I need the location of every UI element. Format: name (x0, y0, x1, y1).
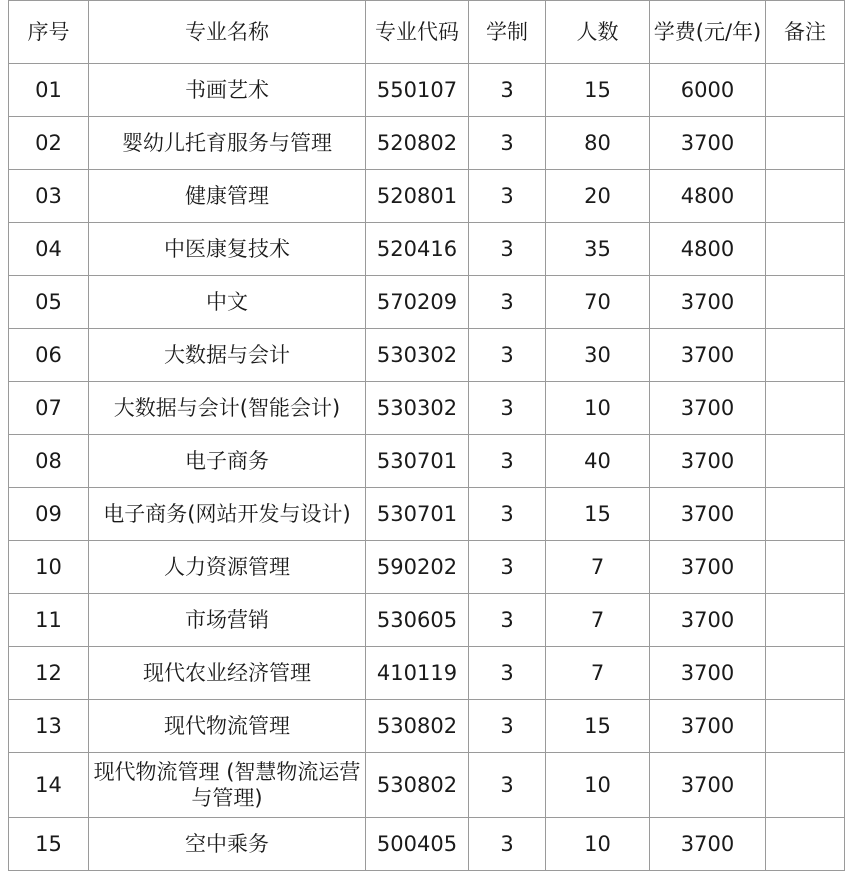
cell-count: 35 (546, 223, 650, 276)
table-row (9, 117, 845, 170)
cell-fee: 3700 (650, 594, 766, 647)
cell-note (766, 753, 845, 818)
cell-years: 3 (469, 223, 546, 276)
cell-count: 15 (546, 488, 650, 541)
cell-count: 15 (546, 64, 650, 117)
cell-fee: 3700 (650, 818, 766, 871)
cell-fee: 3700 (650, 117, 766, 170)
cell-count: 7 (546, 541, 650, 594)
cell-code: 530302 (366, 382, 469, 435)
header-note: 备注 (766, 1, 845, 64)
cell-no: 03 (9, 170, 89, 223)
cell-count: 10 (546, 753, 650, 818)
cell-name: 电子商务(网站开发与设计) (89, 488, 366, 541)
cell-years: 3 (469, 753, 546, 818)
cell-note (766, 541, 845, 594)
header-name: 专业名称 (89, 1, 366, 64)
table-row (9, 818, 845, 871)
cell-name: 现代物流管理 (89, 700, 366, 753)
cell-no: 06 (9, 329, 89, 382)
cell-fee: 3700 (650, 329, 766, 382)
cell-years: 3 (469, 818, 546, 871)
cell-name: 婴幼儿托育服务与管理 (89, 117, 366, 170)
cell-years: 3 (469, 170, 546, 223)
header-years: 学制 (469, 1, 546, 64)
cell-code: 520801 (366, 170, 469, 223)
header-code: 专业代码 (366, 1, 469, 64)
table-row (9, 276, 845, 329)
cell-fee: 3700 (650, 488, 766, 541)
cell-years: 3 (469, 435, 546, 488)
cell-years: 3 (469, 647, 546, 700)
cell-code: 590202 (366, 541, 469, 594)
cell-code: 530701 (366, 435, 469, 488)
cell-count: 80 (546, 117, 650, 170)
cell-fee: 3700 (650, 647, 766, 700)
cell-note (766, 818, 845, 871)
cell-no: 04 (9, 223, 89, 276)
cell-no: 01 (9, 64, 89, 117)
table-row (9, 64, 845, 117)
cell-note (766, 647, 845, 700)
table-row (9, 647, 845, 700)
cell-note (766, 700, 845, 753)
cell-note (766, 276, 845, 329)
cell-fee: 4800 (650, 223, 766, 276)
cell-years: 3 (469, 276, 546, 329)
cell-count: 20 (546, 170, 650, 223)
cell-years: 3 (469, 488, 546, 541)
cell-fee: 3700 (650, 382, 766, 435)
cell-code: 570209 (366, 276, 469, 329)
cell-no: 15 (9, 818, 89, 871)
table-row (9, 488, 845, 541)
cell-note (766, 170, 845, 223)
cell-name: 人力资源管理 (89, 541, 366, 594)
cell-note (766, 594, 845, 647)
table-row (9, 170, 845, 223)
cell-count: 10 (546, 382, 650, 435)
cell-fee: 6000 (650, 64, 766, 117)
cell-no: 08 (9, 435, 89, 488)
cell-note (766, 64, 845, 117)
cell-name: 大数据与会计 (89, 329, 366, 382)
table-row (9, 700, 845, 753)
cell-count: 70 (546, 276, 650, 329)
cell-code: 520416 (366, 223, 469, 276)
cell-note (766, 329, 845, 382)
cell-no: 12 (9, 647, 89, 700)
cell-no: 09 (9, 488, 89, 541)
cell-fee: 3700 (650, 753, 766, 818)
cell-no: 10 (9, 541, 89, 594)
cell-no: 13 (9, 700, 89, 753)
cell-name: 电子商务 (89, 435, 366, 488)
cell-years: 3 (469, 541, 546, 594)
cell-name: 现代农业经济管理 (89, 647, 366, 700)
cell-code: 550107 (366, 64, 469, 117)
cell-code: 530302 (366, 329, 469, 382)
table-row (9, 541, 845, 594)
table-row (9, 223, 845, 276)
cell-no: 02 (9, 117, 89, 170)
cell-count: 15 (546, 700, 650, 753)
cell-years: 3 (469, 329, 546, 382)
cell-years: 3 (469, 700, 546, 753)
cell-years: 3 (469, 382, 546, 435)
cell-fee: 3700 (650, 700, 766, 753)
enrollment-table (8, 0, 845, 871)
cell-name: 空中乘务 (89, 818, 366, 871)
cell-note (766, 435, 845, 488)
cell-note (766, 223, 845, 276)
header-fee: 学费(元/年) (650, 1, 766, 64)
cell-code: 520802 (366, 117, 469, 170)
table-row (9, 435, 845, 488)
cell-name: 中文 (89, 276, 366, 329)
cell-fee: 3700 (650, 276, 766, 329)
cell-name: 健康管理 (89, 170, 366, 223)
cell-no: 11 (9, 594, 89, 647)
cell-years: 3 (469, 64, 546, 117)
cell-code: 530605 (366, 594, 469, 647)
cell-code: 500405 (366, 818, 469, 871)
cell-count: 40 (546, 435, 650, 488)
cell-fee: 3700 (650, 435, 766, 488)
cell-name: 市场营销 (89, 594, 366, 647)
cell-years: 3 (469, 594, 546, 647)
table-row (9, 594, 845, 647)
cell-name: 大数据与会计(智能会计) (89, 382, 366, 435)
cell-note (766, 382, 845, 435)
cell-name: 中医康复技术 (89, 223, 366, 276)
cell-years: 3 (469, 117, 546, 170)
cell-count: 10 (546, 818, 650, 871)
cell-count: 7 (546, 594, 650, 647)
header-count: 人数 (546, 1, 650, 64)
table-row (9, 753, 845, 818)
cell-fee: 3700 (650, 541, 766, 594)
cell-no: 14 (9, 753, 89, 818)
cell-code: 530802 (366, 753, 469, 818)
cell-name: 现代物流管理 (智慧物流运营与管理) (89, 753, 366, 818)
table-row (9, 382, 845, 435)
cell-no: 07 (9, 382, 89, 435)
cell-no: 05 (9, 276, 89, 329)
cell-code: 530802 (366, 700, 469, 753)
header-no: 序号 (9, 1, 89, 64)
cell-name: 书画艺术 (89, 64, 366, 117)
cell-count: 7 (546, 647, 650, 700)
cell-code: 410119 (366, 647, 469, 700)
table-row (9, 329, 845, 382)
cell-note (766, 488, 845, 541)
cell-fee: 4800 (650, 170, 766, 223)
cell-code: 530701 (366, 488, 469, 541)
cell-count: 30 (546, 329, 650, 382)
header-row (9, 1, 845, 64)
cell-note (766, 117, 845, 170)
